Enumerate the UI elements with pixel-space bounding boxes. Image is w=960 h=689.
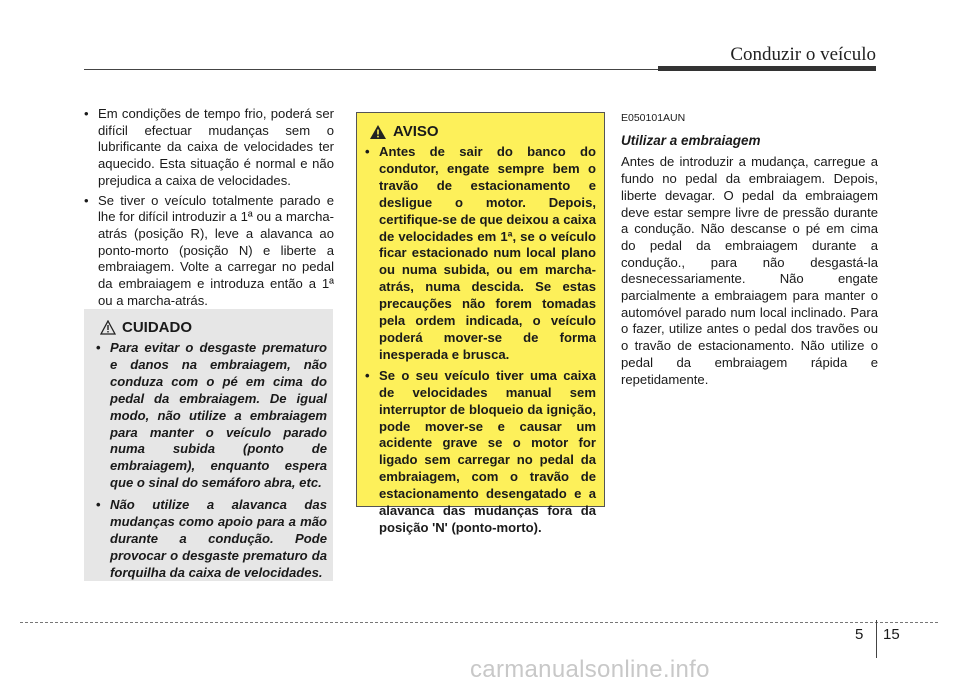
warning-triangle-outline-icon: [100, 320, 116, 335]
header-title: Conduzir o veículo: [730, 44, 876, 65]
section-body: Antes de introduzir a mudança, carregue a fundo no pedal da embraiagem. Depois, liberte devagar. O pedal da embraiagem deve estar sempre livre de pressão durante a condução. Não descanse o pé em cima do pedal da embraiagem durante a condução., para não desgastá-la desnecessariamente. Não engate parcialmente a embraiagem para manter o automóvel parado num local inclinado. Para o fazer, utilize antes o pedal dos travões ou o travão de estacionamento. Não utilize o pedal da embraiagem rápida e repetidamente.: [621, 154, 878, 387]
header-rule-accent: [658, 66, 876, 71]
caution-header: [100, 319, 327, 336]
left-bullet: • Em condições de tempo frio, poderá ser difícil efectuar mudanças sem o lubrificante da caixa de velocidades ter aquecido. Esta situação é normal e não prejudica a caixa de velocidades.: [84, 106, 334, 190]
caution-label: CUIDADO: [122, 319, 192, 336]
caution-box: [84, 309, 333, 581]
warning-bullet: • Antes de sair do banco do condutor, engate sempre bem o travão de estacionamento e desligue o motor. Depois, certifique-se de que deixou a caixa de velocidades em 1ª, se o veículo ficar estacionado num local plano ou numa subida, ou em marcha-atrás, numa descida. Se estas precauções não forem tomadas pela ordem indicada, o veículo poderá mover-se de forma inesperada e brusca.: [365, 144, 596, 364]
caution-bullet: • Não utilize a alavanca das mudanças como apoio para a mão durante a condução. Pode provocar o desgaste prematuro da forquilha da caixa de velocidades.: [96, 497, 327, 582]
warning-box: [356, 112, 605, 535]
chapter-number: 5: [855, 626, 864, 643]
section-code: E050101AUN: [621, 112, 686, 124]
watermark: carmanualsonline.info: [470, 656, 710, 683]
warning-header: [369, 123, 596, 140]
warning-label: AVISO: [393, 123, 439, 140]
left-bullet: • Se tiver o veículo totalmente parado e lhe for difícil introduzir a 1ª ou a marcha-atrás (posição R), leve a alavanca ao ponto-morto (posição N) e liberte a embraiagem. Volte a carregar no pedal da embraiagem e introduza então a 1ª ou a marcha-atrás.: [84, 193, 334, 310]
section-subtitle: Utilizar a embraiagem: [621, 132, 761, 148]
warning-triangle-filled-icon: [369, 124, 387, 140]
caution-bullet: • Para evitar o desgaste prematuro e danos na embraiagem, não conduza com o pé em cima do pedal da embraiagem. De igual modo, não utilize a embraiagem para manter o veículo parado numa subida (ponto de embraiagem), enquanto espera que o sinal do semáforo abra, etc.: [96, 340, 327, 492]
page-number-divider: [876, 620, 877, 658]
page-number: 15: [883, 626, 900, 643]
left-column: [84, 106, 334, 312]
right-column: [621, 110, 878, 388]
footer-rule: [20, 622, 938, 623]
warning-bullet: • Se o seu veículo tiver uma caixa de velocidades manual sem interruptor de bloqueio da ignição, pode mover-se e causar um acidente grave se o motor for ligado sem carregar no pedal da embraiagem, com o travão de estacionamento desengatado e a alavanca das mudanças fora da posição 'N' (ponto-morto).: [365, 368, 596, 537]
